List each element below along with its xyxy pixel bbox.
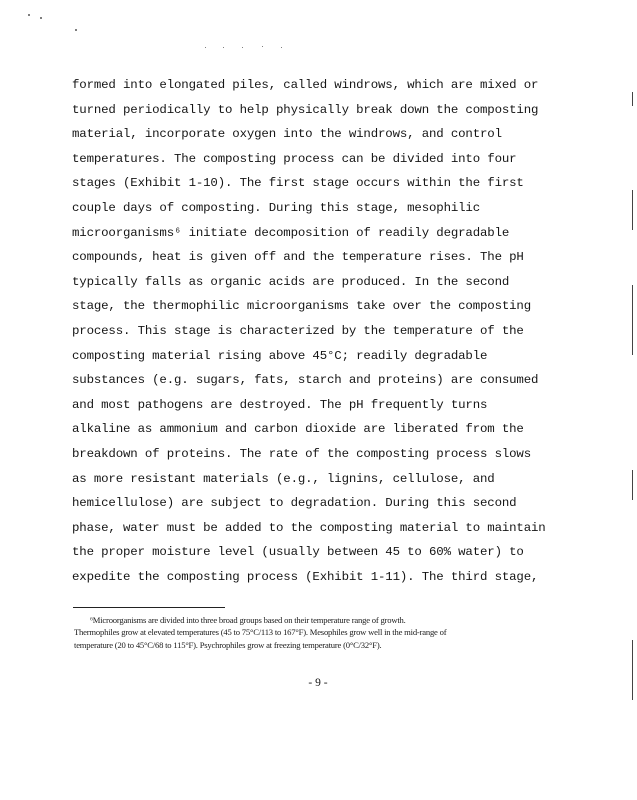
- scan-speck: [262, 46, 263, 47]
- footnote-line: ⁶Microorganisms are divided into three broad groups based on their temperature range of growth.: [90, 615, 406, 625]
- body-line: typically falls as organic acids are produced. In the second: [72, 274, 510, 289]
- scan-speck: [28, 14, 30, 16]
- scan-edge-mark: [632, 470, 633, 500]
- body-text: [72, 73, 572, 589]
- body-line: composting material rising above 45°C; readily degradable: [72, 348, 488, 363]
- scan-speck: [242, 47, 243, 48]
- scan-edge-mark: [632, 190, 633, 230]
- body-line: expedite the composting process (Exhibit 1-11). The third stage,: [72, 569, 539, 584]
- footnote-line: Thermophiles grow at elevated temperatures (45 to 75°C/113 to 167°F). Mesophiles grow well in the mid-range of: [74, 627, 447, 638]
- body-line: compounds, heat is given off and the temperature rises. The pH: [72, 250, 524, 265]
- scan-speck: [75, 29, 77, 31]
- body-line: as more resistant materials (e.g., lignins, cellulose, and: [72, 471, 495, 486]
- body-line: temperatures. The composting process can be divided into four: [72, 151, 517, 166]
- body-line: hemicellulose) are subject to degradation. During this second: [72, 496, 517, 511]
- scan-edge-mark: [632, 640, 633, 700]
- scan-speck: [205, 47, 206, 48]
- body-line: stages (Exhibit 1-10). The first stage occurs within the first: [72, 176, 524, 191]
- body-line: phase, water must be added to the composting material to maintain: [72, 520, 546, 535]
- scan-speck: [223, 47, 224, 48]
- body-line: microorganisms⁶ initiate decomposition of readily degradable: [72, 225, 510, 240]
- footnote-line: temperature (20 to 45°C/68 to 115°F). Psychrophiles grow at freezing temperature (0°C/32°F).: [74, 639, 382, 650]
- body-line: alkaline as ammonium and carbon dioxide are liberated from the: [72, 422, 524, 437]
- body-line: stage, the thermophilic microorganisms take over the composting: [72, 299, 531, 314]
- body-line: formed into elongated piles, called windrows, which are mixed or: [72, 78, 539, 92]
- footnote: [74, 614, 570, 651]
- body-line: and most pathogens are destroyed. The pH frequently turns: [72, 397, 488, 412]
- body-line: substances (e.g. sugars, fats, starch and proteins) are consumed: [72, 373, 539, 388]
- footnote-divider: [73, 607, 225, 608]
- body-line: the proper moisture level (usually between 45 to 60% water) to: [72, 545, 524, 560]
- page-number: - 9 -: [308, 677, 328, 689]
- scan-edge-mark: [632, 92, 633, 106]
- body-line: turned periodically to help physically break down the composting: [72, 102, 539, 117]
- scan-speck: [281, 47, 282, 48]
- body-line: couple days of composting. During this stage, mesophilic: [72, 200, 480, 215]
- body-line: material, incorporate oxygen into the windrows, and control: [72, 127, 502, 142]
- scan-edge-mark: [632, 285, 633, 355]
- scan-speck: [40, 17, 42, 19]
- body-line: breakdown of proteins. The rate of the composting process slows: [72, 446, 531, 461]
- body-line: process. This stage is characterized by the temperature of the: [72, 323, 524, 338]
